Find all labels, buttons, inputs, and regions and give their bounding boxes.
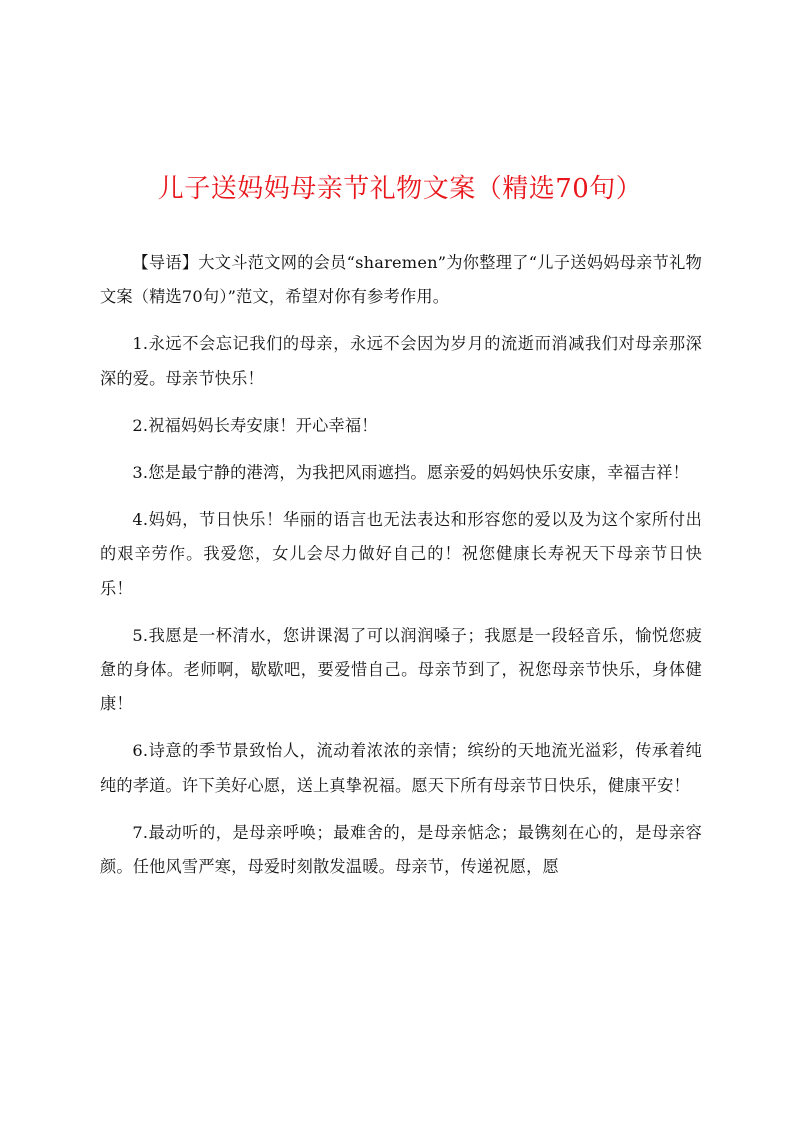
- quote-paragraph-6: 6.诗意的季节景致怡人，流动着浓浓的亲情；缤纷的天地流光溢彩，传承着纯纯的孝道。许下美好心愿，送上真挚祝福。愿天下所有母亲节日快乐，健康平安！: [100, 741, 702, 795]
- quote-paragraph-7: 7.最动听的，是母亲呼唤；最难舍的，是母亲惦念；最镌刻在心的，是母亲容颜。任他风雪严寒，母爱时刻散发温暖。母亲节，传递祝愿，愿: [100, 822, 702, 877]
- quote-paragraph-5: 5.我愿是一杯清水，您讲课渴了可以润润嗓子；我愿是一段轻音乐，愉悦您疲惫的身体。老师啊，歇歇吧，要爱惜自己。母亲节到了，祝您母亲节快乐，身体健康！: [100, 625, 702, 714]
- quote-paragraph-3: 3.您是最宁静的港湾，为我把风雨遮挡。愿亲爱的妈妈快乐安康，幸福吉祥！: [132, 463, 690, 483]
- quote-paragraph-1: 1.永远不会忘记我们的母亲，永远不会因为岁月的流逝而消减我们对母亲那深深的爱。母亲节快乐！: [100, 334, 702, 388]
- document-body: [100, 246, 702, 897]
- document-title: 儿子送妈妈母亲节礼物文案（精选70句）: [157, 174, 643, 204]
- quote-paragraph-4: 4.妈妈，节日快乐！华丽的语言也无法表达和形容您的爱以及为这个家所付出的艰辛劳作。我爱您，女儿会尽力做好自己的！祝您健康长寿祝天下母亲节日快乐！: [100, 510, 702, 598]
- quote-paragraph-2: 2.祝福妈妈长寿安康！开心幸福！: [132, 415, 378, 435]
- intro-paragraph: 【导语】大文斗范文网的会员“sharemen”为你整理了“儿子送妈妈母亲节礼物文案（精选70句）”范文，希望对你有参考作用。: [100, 253, 702, 307]
